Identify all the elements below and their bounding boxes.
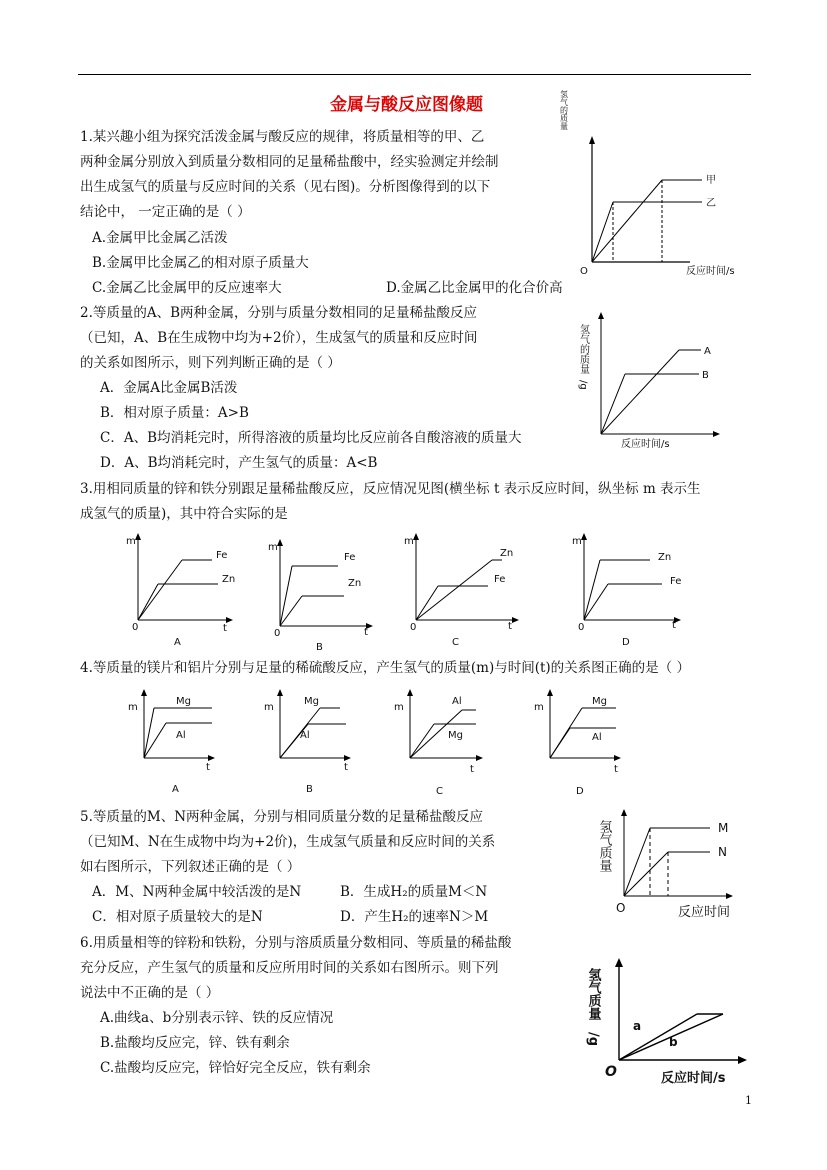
q1-series-yi: 乙 bbox=[706, 198, 716, 209]
svg-text:m: m bbox=[126, 536, 136, 547]
svg-text:t: t bbox=[614, 764, 618, 775]
q3-b-top: Fe bbox=[344, 552, 356, 563]
q3-c-top: Zn bbox=[500, 548, 514, 559]
q1-option-b: B.金属甲比金属乙的相对原子质量大 bbox=[92, 255, 309, 271]
q3-d-letter: D bbox=[622, 637, 630, 648]
svg-text:a: a bbox=[633, 1019, 642, 1033]
q1-line-3: 出生成氢气的质量与反应时间的关系（见右图)。分析图像得到的以下 bbox=[80, 179, 491, 195]
svg-text:/g: /g bbox=[585, 1032, 601, 1047]
q6-option-a: A.曲线a、b分别表示锌、铁的反应情况 bbox=[100, 1010, 334, 1026]
q5-option-d: D．产生H₂的速率N＞M bbox=[340, 909, 489, 925]
q3-a-top: Fe bbox=[216, 550, 228, 561]
q2-line-3: 的关系如图所示，则下列判断正确的是（ ） bbox=[80, 355, 341, 371]
q1-origin: O bbox=[580, 266, 588, 277]
q1-option-d: D.金属乙比金属甲的化合价高 bbox=[386, 280, 563, 296]
svg-text:Al: Al bbox=[176, 730, 186, 741]
q2-option-c: C．A、B均消耗完时，所得溶液的质量均比反应前各自酸溶液的质量大 bbox=[100, 430, 522, 446]
page-number: 1 bbox=[745, 1094, 752, 1107]
q5-line-1: 5.等质量的M、N两种金属，分别与相同质量分数的足量稀盐酸反应 bbox=[80, 809, 484, 825]
q3-b-letter: B bbox=[316, 642, 323, 653]
q6-line-2: 充分反应，产生氢气的质量和反应所用时间的关系如右图所示。则下列 bbox=[80, 960, 499, 976]
q3-c-letter: C bbox=[452, 637, 459, 648]
q3-line-2: 成氢气的质量)，其中符合实际的是 bbox=[80, 506, 288, 522]
page-title: 金属与酸反应图像题 bbox=[330, 95, 483, 115]
q2-ylabel-unit: /g bbox=[577, 380, 589, 390]
svg-text:Al: Al bbox=[592, 732, 602, 743]
q3-d-top: Zn bbox=[658, 552, 672, 563]
q1-graph-ylabel: 氢气的质量 bbox=[559, 90, 569, 130]
svg-text:M: M bbox=[718, 821, 729, 835]
svg-text:m: m bbox=[534, 702, 544, 713]
q2-line-1: 2.等质量的A、B两种金属，分别与质量分数相同的足量稀盐酸反应 bbox=[80, 305, 478, 321]
q3-line-1: 3.用相同质量的锌和铁分别跟足量稀盐酸反应，反应情况见图(横坐标 t 表示反应时间，纵坐标 m 表示生 bbox=[80, 481, 701, 497]
q1-line-4: 结论中， 一定正确的是（ ） bbox=[80, 204, 251, 220]
q4-graph-b bbox=[260, 688, 360, 798]
q2-option-a: A．金属A比金属B活泼 bbox=[100, 380, 238, 396]
q3-graph-d bbox=[566, 530, 696, 650]
q6-line-1: 6.用质量相等的锌粉和铁粉，分别与溶质质量分数相同、等质量的稀盐酸 bbox=[80, 935, 512, 951]
q2-option-b: B．相对原子质量：A>B bbox=[100, 405, 249, 421]
svg-text:t: t bbox=[206, 762, 210, 773]
q5-option-a: A．M、N两种金属中较活泼的是N bbox=[92, 884, 302, 900]
svg-text:m: m bbox=[572, 536, 582, 547]
q4-c-letter: C bbox=[436, 786, 443, 797]
q5-line-3: 如右图所示，下列叙述正确的是（ ） bbox=[80, 859, 301, 875]
q5-option-b: B．生成H₂的质量M＜N bbox=[340, 884, 488, 900]
svg-text:0: 0 bbox=[410, 622, 417, 633]
svg-text:氢气质量: 氢气质量 bbox=[596, 820, 612, 872]
q2-series-b: B bbox=[702, 370, 709, 381]
q3-b-bottom: Zn bbox=[348, 578, 362, 589]
q3-c-bottom: Fe bbox=[494, 574, 506, 585]
q1-xlabel: 反应时间/s bbox=[686, 266, 735, 277]
svg-text:Mg: Mg bbox=[304, 696, 319, 707]
q4-graph-c bbox=[390, 688, 490, 798]
svg-text:t: t bbox=[470, 764, 474, 775]
svg-text:0: 0 bbox=[132, 622, 139, 633]
svg-text:m: m bbox=[268, 542, 278, 553]
q3-graph-b bbox=[262, 536, 382, 656]
svg-text:Al: Al bbox=[452, 696, 462, 707]
svg-text:t: t bbox=[508, 621, 512, 632]
q3-graph-a bbox=[120, 530, 240, 650]
q2-line-2: （已知，A、B在生成物中均为+2价），生成氢气的质量和反应时间 bbox=[80, 330, 478, 346]
q1-series-jia: 甲 bbox=[706, 175, 716, 186]
svg-text:t: t bbox=[364, 627, 368, 638]
svg-text:反应时间/s: 反应时间/s bbox=[661, 1071, 726, 1086]
q5-line-2: （已知M、N在生成物中均为+2价)，生成氢气质量和反应时间的关系 bbox=[80, 834, 496, 850]
svg-text:Mg: Mg bbox=[448, 730, 463, 741]
svg-text:m: m bbox=[128, 702, 138, 713]
q6-graph bbox=[585, 958, 750, 1088]
q5-option-c: C．相对原子质量较大的是N bbox=[92, 909, 263, 925]
q4-line: 4.等质量的镁片和铝片分别与足量的稀硫酸反应，产生氢气的质量(m)与时间(t)的关系图正确的是（ ） bbox=[80, 660, 690, 676]
q4-a-letter: A bbox=[172, 784, 179, 795]
q6-line-3: 说法中不正确的是（ ） bbox=[80, 985, 220, 1001]
svg-text:m: m bbox=[394, 702, 404, 713]
svg-text:N: N bbox=[718, 845, 727, 859]
svg-text:0: 0 bbox=[274, 628, 281, 639]
q1-line-2: 两种金属分别放入到质量分数相同的足量稀盐酸中，经实验测定并绘制 bbox=[80, 154, 499, 170]
svg-text:Mg: Mg bbox=[592, 696, 607, 707]
svg-text:m: m bbox=[404, 536, 414, 547]
q6-option-b: B.盐酸均反应完，锌、铁有剩余 bbox=[100, 1035, 290, 1051]
q4-d-letter: D bbox=[576, 786, 584, 797]
svg-text:Al: Al bbox=[300, 730, 310, 741]
q1-graph bbox=[560, 82, 740, 282]
svg-text:m: m bbox=[264, 702, 274, 713]
q1-option-a: A.金属甲比金属乙活泼 bbox=[92, 230, 228, 246]
svg-text:t: t bbox=[672, 620, 676, 631]
q2-xlabel: 反应时间/s bbox=[621, 439, 670, 450]
q2-graph bbox=[575, 312, 725, 452]
svg-text:0: 0 bbox=[578, 622, 585, 633]
svg-text:t: t bbox=[223, 623, 227, 634]
svg-text:b: b bbox=[669, 1035, 678, 1049]
svg-text:O: O bbox=[605, 1064, 617, 1080]
svg-text:O: O bbox=[616, 901, 626, 915]
q4-graph-d bbox=[530, 688, 630, 798]
q6-option-c: C.盐酸均反应完，锌恰好完全反应，铁有剩余 bbox=[100, 1060, 371, 1076]
svg-text:氢气质量: 氢气质量 bbox=[585, 968, 601, 1020]
q3-a-letter: A bbox=[174, 637, 181, 648]
q1-line-1: 1.某兴趣小组为探究活泼金属与酸反应的规律，将质量相等的甲、乙 bbox=[80, 129, 485, 145]
q2-series-a: A bbox=[704, 346, 711, 357]
q3-graph-c bbox=[398, 530, 528, 650]
q3-d-bottom: Fe bbox=[670, 576, 682, 587]
q5-graph bbox=[598, 808, 748, 923]
header-rule bbox=[78, 74, 751, 75]
q4-graph-a bbox=[124, 688, 224, 798]
q2-option-d: D．A、B均消耗完时，产生氢气的质量：A<B bbox=[100, 455, 378, 471]
q2-ylabel: 氢气的质量 bbox=[577, 324, 589, 374]
svg-text:反应时间: 反应时间 bbox=[678, 905, 731, 920]
q4-b-letter: B bbox=[306, 784, 313, 795]
svg-text:Mg: Mg bbox=[176, 696, 191, 707]
q1-option-c: C.金属乙比金属甲的反应速率大 bbox=[92, 280, 282, 296]
svg-text:t: t bbox=[344, 762, 348, 773]
q3-a-bottom: Zn bbox=[222, 574, 236, 585]
